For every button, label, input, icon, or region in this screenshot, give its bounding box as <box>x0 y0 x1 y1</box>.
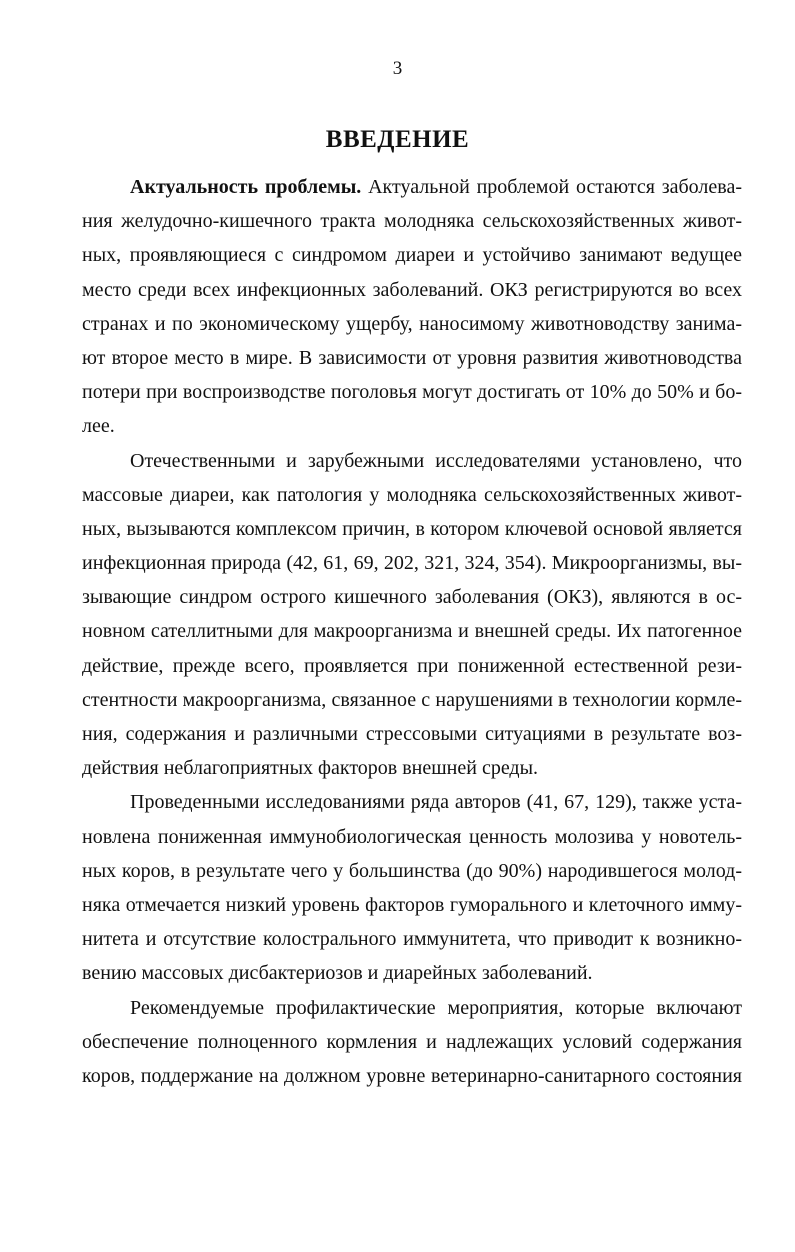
paragraph-colostrum <box>82 785 742 990</box>
text-line: лее. <box>82 415 115 438</box>
page-number: 3 <box>392 58 403 79</box>
text-line: ных коров, в результате чего у большинства (до 90%) народившегося молод- <box>82 859 742 882</box>
body-text <box>82 170 742 1093</box>
text-line: стентности макроорганизма, связанное с нарушениями в технологии кормле- <box>82 688 742 711</box>
paragraph-research <box>82 444 742 786</box>
text-line: Актуальность проблемы. Актуальной проблемой остаются заболева- <box>130 176 742 198</box>
text-line: Отечественными и зарубежными исследователями установлено, что <box>130 449 742 472</box>
text-line: действие, прежде всего, проявляется при пониженной естественной рези- <box>82 654 742 677</box>
paragraph-relevance <box>82 170 742 444</box>
section-lead: Актуальность проблемы. <box>130 176 362 198</box>
text-line: странах и по экономическому ущербу, наносимому животноводству занима- <box>82 312 742 335</box>
text-line: ния, содержания и различными стрессовыми ситуациями в результате воз- <box>82 723 742 745</box>
text-line: ных, вызываются комплексом причин, в котором ключевой основой является <box>82 517 742 540</box>
text-line: ют второе место в мире. В зависимости от уровня развития животноводства <box>82 346 742 369</box>
text-line: вению массовых дисбактериозов и диарейных заболеваний. <box>82 962 593 985</box>
text-line: зывающие синдром острого кишечного заболевания (ОКЗ), являются в ос- <box>82 586 742 609</box>
text-line: место среди всех инфекционных заболеваний. ОКЗ регистрируются во всех <box>82 278 742 301</box>
text-line: новном сателлитными для макроорганизма и внешней среды. Их патогенное <box>82 620 742 643</box>
text-line: обеспечение полноценного кормления и надлежащих условий содержания <box>82 1030 742 1053</box>
text-line: Рекомендуемые профилактические мероприятия, которые включают <box>130 996 742 1019</box>
text-line: новлена пониженная иммунобиологическая ценность молозива у новотель- <box>82 825 742 848</box>
text-line: ния желудочно-кишечного тракта молодняка сельскохозяйственных живот- <box>82 210 742 233</box>
text-line: няка отмечается низкий уровень факторов гуморального и клеточного иммy- <box>82 893 742 916</box>
paragraph-prevention <box>82 991 742 1094</box>
text-line: коров, поддержание на должном уровне ветеринарно-санитарного состояния <box>82 1064 742 1087</box>
text-line: нитета и отсутствие колострального иммунитета, что приводит к возникно- <box>82 928 742 951</box>
text-line: массовые диареи, как патология у молодняка сельскохозяйственных живот- <box>82 483 742 506</box>
text-line: ных, проявляющиеся с синдромом диареи и устойчиво занимают ведущее <box>82 244 742 267</box>
text-line: инфекционная природа (42, 61, 69, 202, 321, 324, 354). Микроорганизмы, вы- <box>82 552 742 575</box>
text-line: Проведенными исследованиями ряда авторов (41, 67, 129), также уста- <box>130 791 742 814</box>
text-line: потери при воспроизводстве поголовья могут достигать от 10% до 50% и бо- <box>82 381 742 404</box>
page-title: ВВЕДЕНИЕ <box>325 126 470 153</box>
text-line: действия неблагоприятных факторов внешней среды. <box>82 757 539 780</box>
